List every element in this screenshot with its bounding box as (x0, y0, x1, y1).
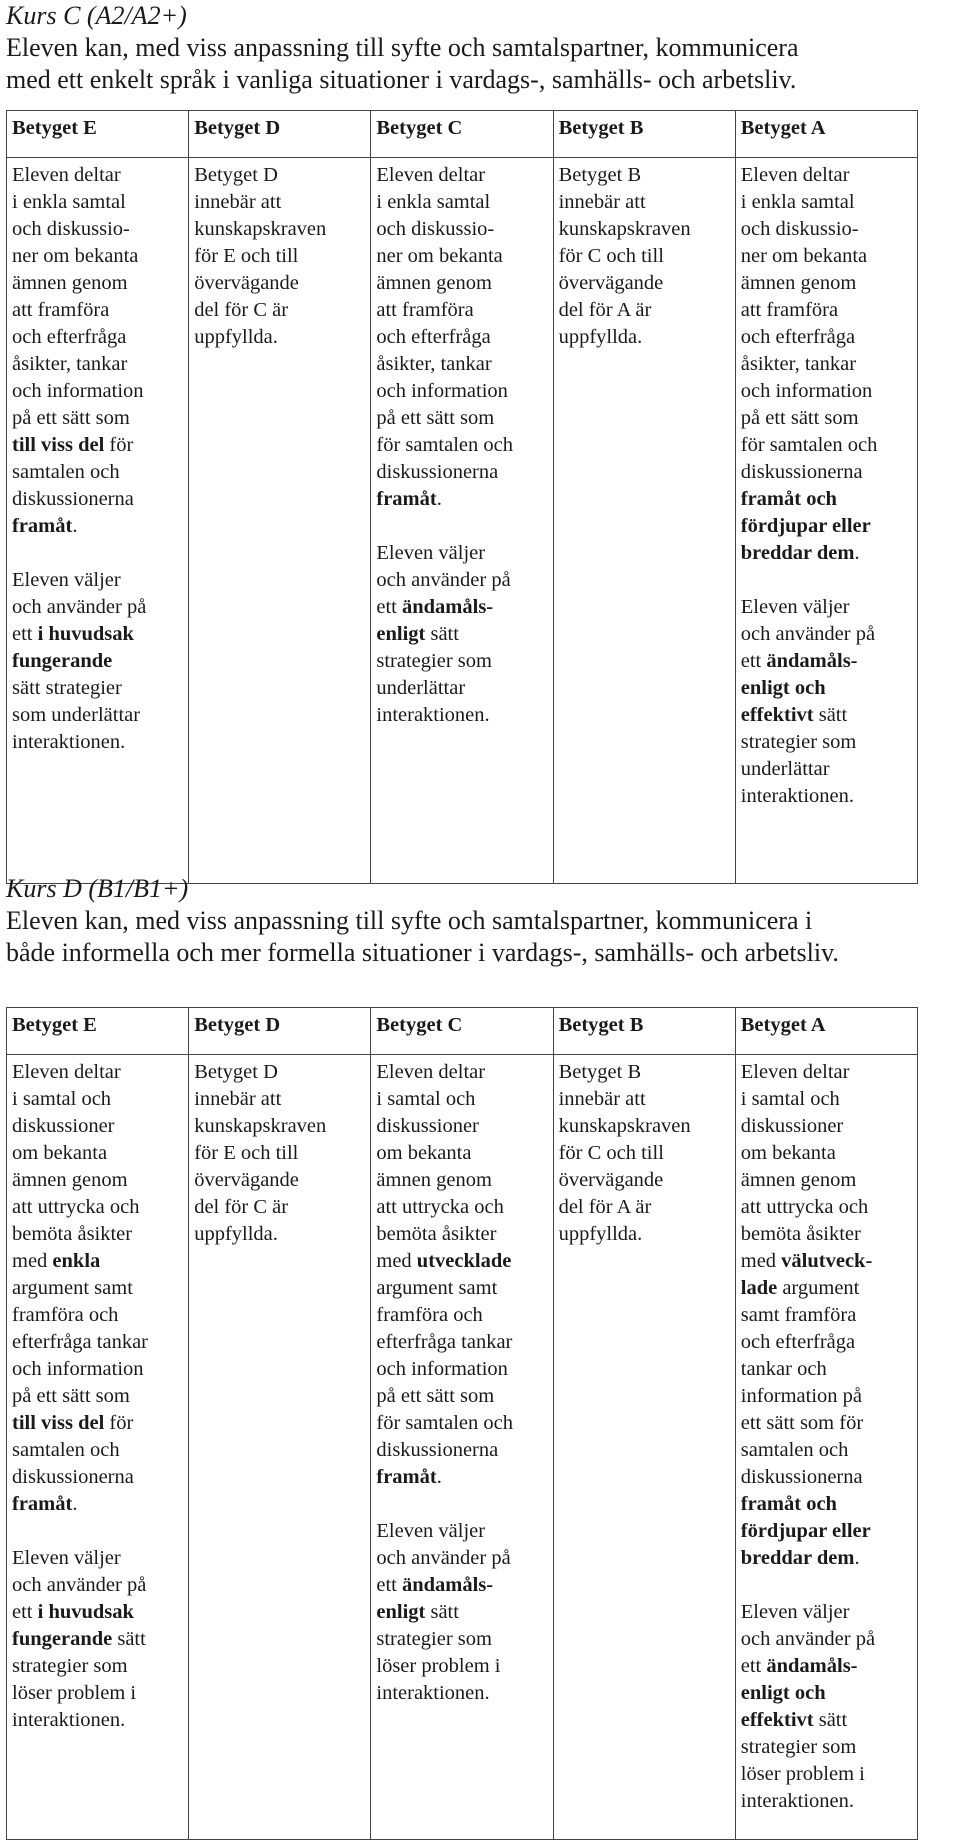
criteria-paragraph (12, 162, 188, 540)
criteria-text: sätt strategier som löser problem i interaktionen. (12, 1628, 146, 1731)
criteria-text: för samtalen och diskussionerna (12, 434, 134, 510)
criteria-paragraph (741, 162, 917, 567)
criteria-text: . (436, 488, 442, 510)
grade-header-row (7, 111, 918, 158)
header-betyget-b: Betyget B (553, 1008, 735, 1055)
grade-criteria-row (7, 1055, 918, 1840)
criteria-text: . (854, 1547, 860, 1569)
criteria-cell-b (553, 1055, 735, 1840)
header-betyget-a: Betyget A (735, 1008, 917, 1055)
emphasis-text: framåt (376, 488, 437, 510)
criteria-text: . (436, 1466, 442, 1488)
emphasis-text: framåt (376, 1466, 437, 1488)
criteria-text: sätt strategier som löser problem i interaktionen. (376, 1601, 501, 1704)
criteria-paragraph (12, 1059, 188, 1518)
criteria-text: Eleven väljer och använder på ett (740, 1601, 876, 1677)
criteria-cell-c (371, 158, 553, 884)
criteria-text: Eleven deltar i enkla samtal och diskussio- ner om bekanta ämnen genom att framföra och efterfråga åsikter, tankar och information på ett sätt som för samtalen och diskussionerna (740, 164, 878, 483)
criteria-text: Betyget D innebär att kunskapskraven för E och till övervägande del för C är uppfyllda. (194, 164, 327, 348)
criteria-paragraph (741, 1599, 917, 1815)
course-description-text: Eleven kan, med viss anpassning till syfte och samtalspartner, kommunicera i både informella och mer formella situationer i vardags-, samhälls- och arbetsliv. (6, 906, 839, 967)
criteria-cell-d (189, 158, 371, 884)
emphasis-text: framåt (12, 515, 73, 537)
criteria-cell-c (371, 1055, 553, 1840)
header-betyget-d: Betyget D (189, 111, 371, 158)
criteria-paragraph (376, 1059, 552, 1491)
criteria-text: argument samt framföra och efterfråga tankar och information på ett sätt som för samtalen och diskussionerna (376, 1277, 513, 1461)
criteria-text: sätt strategier som underlättar interaktionen. (12, 677, 141, 753)
criteria-paragraph (12, 567, 188, 756)
criteria-text: . (854, 542, 860, 564)
criteria-text: Eleven väljer och använder på ett (376, 1520, 511, 1596)
course-d-header (6, 873, 951, 969)
criteria-text: argument samt framföra och efterfråga tankar och information på ett sätt som för samtalen och diskussionerna (740, 1277, 864, 1488)
course-description (6, 32, 951, 96)
criteria-paragraph (194, 162, 370, 351)
criteria-paragraph (559, 1059, 735, 1248)
header-betyget-a: Betyget A (735, 111, 917, 158)
criteria-text: sätt strategier som löser problem i interaktionen. (740, 1709, 865, 1812)
criteria-cell-a (735, 1055, 917, 1840)
criteria-text: Betyget D innebär att kunskapskraven för E och till övervägande del för C är uppfyllda. (194, 1061, 327, 1245)
emphasis-text: till viss del (12, 434, 105, 456)
criteria-paragraph (12, 1545, 188, 1734)
grade-table-kurs-d (6, 1007, 918, 1840)
criteria-paragraph (376, 540, 552, 729)
criteria-text: Eleven väljer och använder på ett (740, 596, 876, 672)
criteria-cell-b (553, 158, 735, 884)
criteria-paragraph (741, 1059, 917, 1572)
criteria-text: . (72, 1493, 78, 1515)
criteria-cell-a (735, 158, 917, 884)
criteria-cell-d (189, 1055, 371, 1840)
emphasis-text: enkla (52, 1250, 101, 1272)
criteria-text: Eleven deltar i enkla samtal och diskussio- ner om bekanta ämnen genom att framföra och efterfråga åsikter, tankar och information på ett sätt som (12, 164, 144, 429)
criteria-text: argument samt framföra och efterfråga tankar och information på ett sätt som (12, 1277, 148, 1407)
header-betyget-d: Betyget D (189, 1008, 371, 1055)
grade-header-row (7, 1008, 918, 1055)
course-c-header (6, 0, 951, 96)
criteria-text: Eleven väljer och använder på ett (12, 1547, 147, 1623)
criteria-text: för samtalen och diskussionerna (12, 1412, 134, 1488)
course-description-text: Eleven kan, med viss anpassning till syfte och samtalspartner, kommunicera med ett enkelt språk i vanliga situationer i vardags-, samhälls- och arbetsliv. (6, 33, 799, 94)
grade-table-kurs-c (6, 110, 918, 884)
emphasis-text: utvecklade (416, 1250, 512, 1272)
grade-criteria-row (7, 158, 918, 884)
header-betyget-e: Betyget E (7, 1008, 189, 1055)
criteria-text: Eleven deltar i enkla samtal och diskussio- ner om bekanta ämnen genom att framföra och efterfråga åsikter, tankar och information på ett sätt som för samtalen och diskussionerna (376, 164, 513, 483)
emphasis-text: ändamåls- enligt (376, 1574, 494, 1623)
emphasis-text: framåt (12, 1493, 73, 1515)
criteria-text: . (72, 515, 78, 537)
criteria-text: Eleven deltar i samtal och diskussioner om bekanta ämnen genom att uttrycka och bemöta åsikter med (12, 1061, 140, 1272)
header-betyget-c: Betyget C (371, 111, 553, 158)
header-betyget-b: Betyget B (553, 111, 735, 158)
header-betyget-c: Betyget C (371, 1008, 553, 1055)
emphasis-text: till viss del (12, 1412, 105, 1434)
course-title: Kurs D (B1/B1+) (6, 874, 189, 903)
criteria-text: Eleven väljer och använder på ett (12, 569, 147, 645)
emphasis-text: välutveck- lade (740, 1250, 873, 1299)
header-betyget-e: Betyget E (7, 111, 189, 158)
criteria-text: Betyget B innebär att kunskapskraven för C och till övervägande del för A är uppfyllda. (558, 1061, 691, 1245)
emphasis-text: ändamåls- enligt och effektivt (740, 650, 858, 726)
criteria-paragraph (194, 1059, 370, 1248)
criteria-text: sätt strategier som underlättar interaktionen. (376, 623, 492, 726)
criteria-paragraph (741, 594, 917, 810)
emphasis-text: framåt och fördjupar eller breddar dem (740, 488, 871, 564)
emphasis-text: ändamåls- enligt (376, 596, 494, 645)
course-description (6, 905, 951, 969)
criteria-text: Betyget B innebär att kunskapskraven för C och till övervägande del för A är uppfyllda. (558, 164, 691, 348)
criteria-cell-e (7, 158, 189, 884)
criteria-paragraph (559, 162, 735, 351)
criteria-text: Eleven deltar i samtal och diskussioner om bekanta ämnen genom att uttrycka och bemöta åsikter med (740, 1061, 869, 1272)
criteria-text: Eleven väljer och använder på ett (376, 542, 511, 618)
criteria-cell-e (7, 1055, 189, 1840)
course-title: Kurs C (A2/A2+) (6, 1, 187, 30)
criteria-text: Eleven deltar i samtal och diskussioner om bekanta ämnen genom att uttrycka och bemöta åsikter med (376, 1061, 504, 1272)
emphasis-text: i huvudsak fungerande (12, 1601, 134, 1650)
criteria-paragraph (376, 162, 552, 513)
emphasis-text: framåt och fördjupar eller breddar dem (740, 1493, 871, 1569)
emphasis-text: ändamåls- enligt och effektivt (740, 1655, 858, 1731)
criteria-paragraph (376, 1518, 552, 1707)
emphasis-text: i huvudsak fungerande (12, 623, 134, 672)
criteria-text: sätt strategier som underlättar interaktionen. (740, 704, 857, 807)
